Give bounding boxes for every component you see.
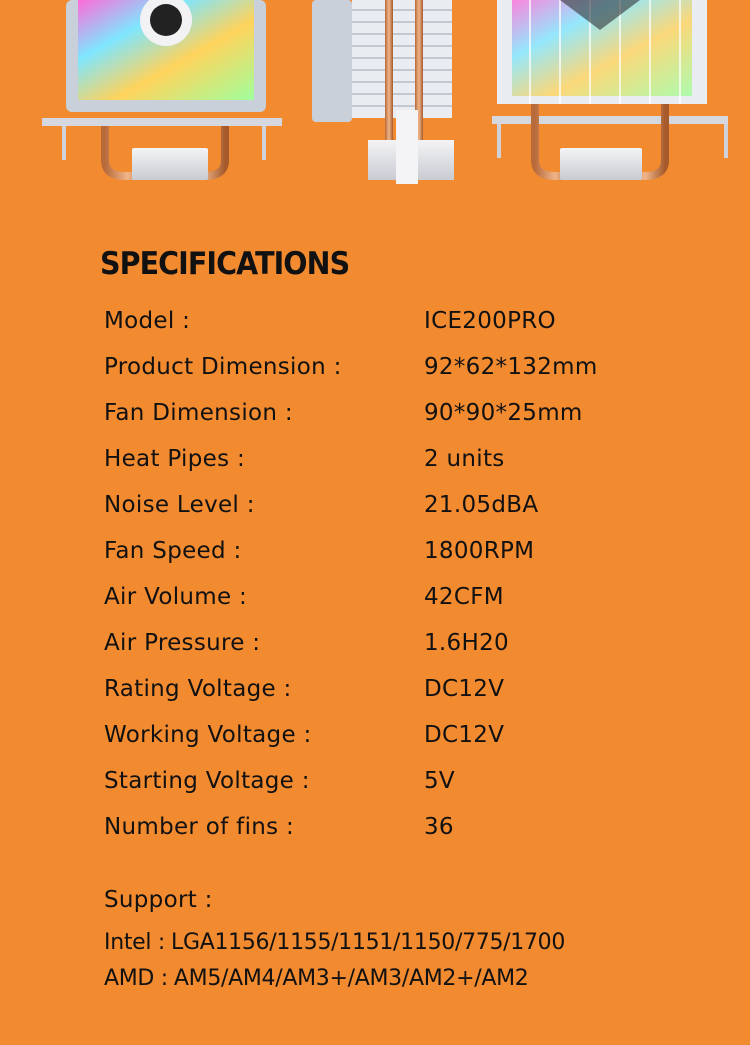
spec-label: Air Pressure : [104, 630, 261, 656]
spec-row-model [104, 298, 664, 344]
spec-row-air-pressure [104, 620, 664, 666]
spec-value: ICE200PRO [424, 308, 556, 334]
intel-sockets: LGA1156/1155/1151/1150/775/1700 [171, 930, 566, 955]
spec-row-heat-pipes [104, 436, 664, 482]
amd-sockets: AM5/AM4/AM3+/AM3/AM2+/AM2 [173, 966, 529, 991]
support-title: Support : [104, 887, 213, 913]
spec-value: 42CFM [424, 584, 504, 610]
spec-label: Model : [104, 308, 191, 334]
spec-row-fan-speed [104, 528, 664, 574]
spec-row-rating-voltage [104, 666, 664, 712]
spec-value: 1.6H20 [424, 630, 509, 656]
spec-label: Starting Voltage : [104, 768, 310, 794]
spec-value: DC12V [424, 722, 505, 748]
spec-label: Rating Voltage : [104, 676, 292, 702]
cooler-front-view [42, 0, 282, 180]
spec-value: 5V [424, 768, 455, 794]
spec-value: 36 [424, 814, 454, 840]
intel-brand-label: Intel : [104, 930, 166, 955]
spec-label: Air Volume : [104, 584, 248, 610]
spec-row-fan-dimension [104, 390, 664, 436]
spec-label: Heat Pipes : [104, 446, 246, 472]
amd-brand-label: AMD : [104, 966, 168, 991]
spec-value: 21.05dBA [424, 492, 539, 518]
spec-value: 90*90*25mm [424, 400, 583, 426]
specifications-heading: SPECIFICATIONS [100, 246, 350, 282]
cooler-side-view [312, 0, 454, 184]
spec-row-starting-voltage [104, 758, 664, 804]
cooler-rear-view [492, 0, 728, 180]
spec-label: Working Voltage : [104, 722, 312, 748]
spec-label: Fan Dimension : [104, 400, 293, 426]
spec-value: 1800RPM [424, 538, 535, 564]
spec-row-noise-level [104, 482, 664, 528]
support-intel [104, 930, 565, 955]
spec-row-air-volume [104, 574, 664, 620]
support-amd [104, 966, 529, 991]
spec-row-number-of-fins [104, 804, 664, 850]
spec-row-working-voltage [104, 712, 664, 758]
spec-list [104, 298, 664, 850]
product-images [0, 0, 750, 190]
spec-label: Noise Level : [104, 492, 255, 518]
spec-value: 2 units [424, 446, 505, 472]
spec-label: Number of fins : [104, 814, 295, 840]
spec-label: Product Dimension : [104, 354, 342, 380]
spec-label: Fan Speed : [104, 538, 242, 564]
spec-value: DC12V [424, 676, 505, 702]
spec-value: 92*62*132mm [424, 354, 598, 380]
spec-row-product-dimension [104, 344, 664, 390]
